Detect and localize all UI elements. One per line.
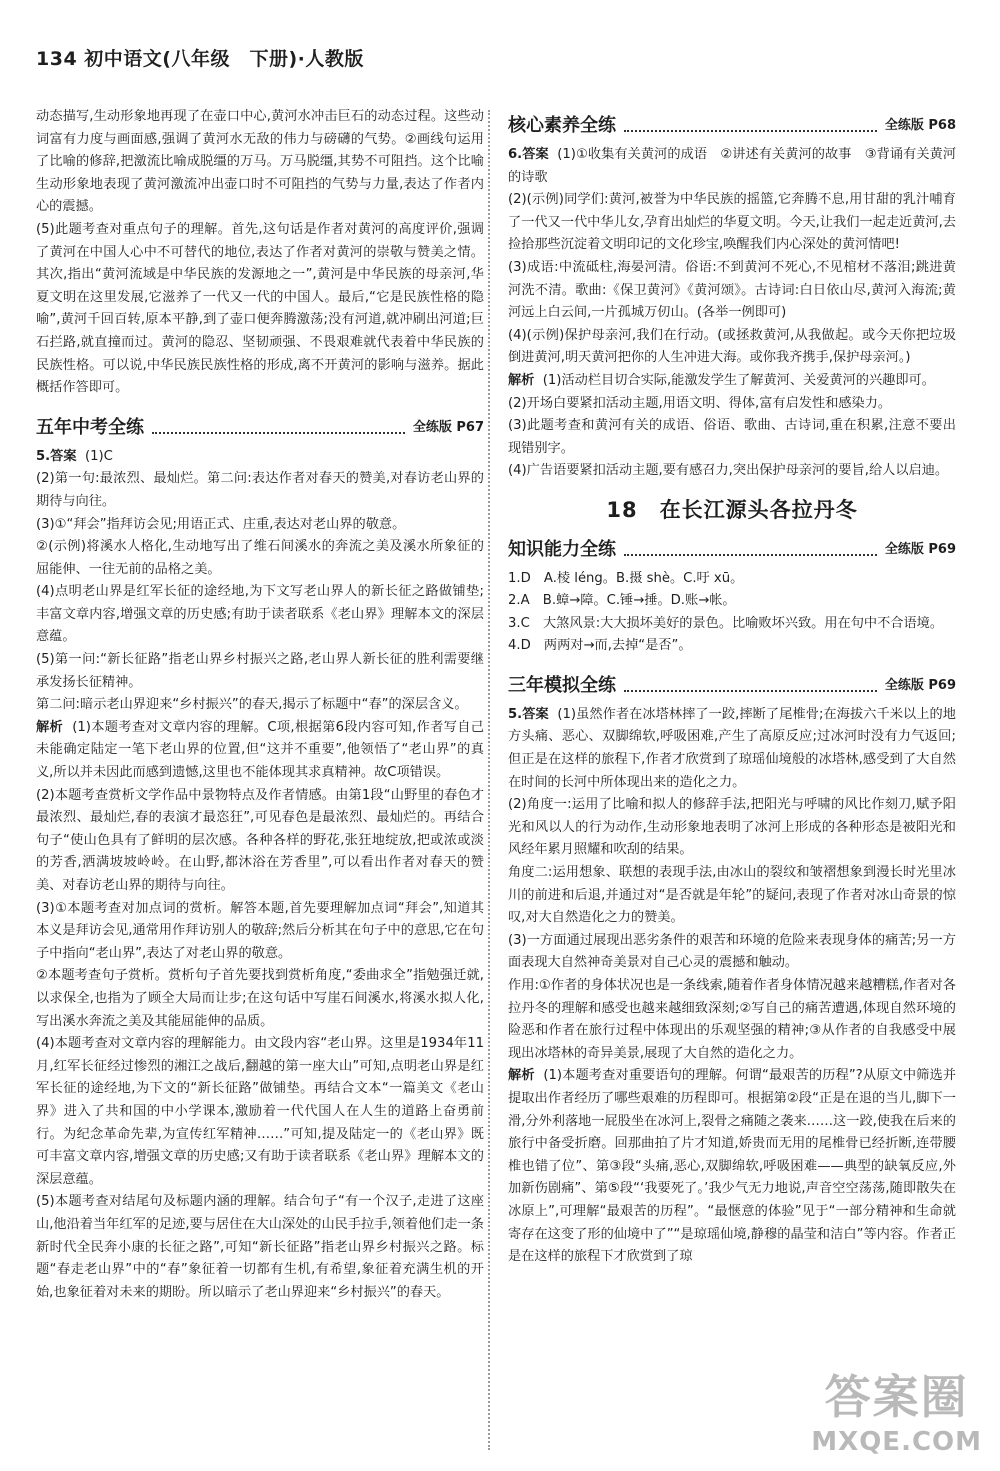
section-heading-five-year: [36, 412, 484, 440]
watermark-logo: 答案圈: [824, 1370, 969, 1424]
section-heading-knowledge: [508, 534, 956, 562]
analysis-item: [36, 717, 484, 785]
answer-item: (2)(示例)同学们:黄河,被誉为中华民族的摇篮,它奔腾不息,用甘甜的乳汁哺育了一代又一代中华儿女,孕育出灿烂的华夏文明。今天,让我们一起走近黄河,去捡拾那些沉淀着文明印记的文化珍宝,唤醒我们内心深处的黄河情吧!: [508, 192, 956, 253]
paragraph: 动态描写,生动形象地再现了在壶口中心,黄河水冲击巨石的动态过程。这些动词富有力度与画面感,强调了黄河水无敌的伟力与磅礴的气势。②画线句运用了比喻的修辞,把激流比喻成脱缰的万马。万马脱缰,其势不可阻挡。这个比喻生动形象地表现了黄河激流冲出壶口时不可阻挡的气势与力量,表达了作者内心的震撼。: [36, 109, 484, 215]
knowledge-item: 2.A B.蟑→障。C.锤→捶。D.账→帐。: [508, 593, 736, 609]
column-divider: [488, 110, 490, 1450]
analysis-item: ②本题考查句子赏析。赏析句子首先要找到赏析角度,“委曲求全”指勉强迁就,以求保全,也指为了顾全大局而让步;在这句话中写崖石间溪水,将溪水拟人化,写出溪水奔流之美及其能屈能伸的品质。: [36, 968, 484, 1029]
answer-item: 作用:①作者的身体状况也是一条线索,随着作者身体情况越来越糟糕,作者对各拉丹冬的理解和感受也越来越细致深刻;②写自己的痛苦遭遇,体现自然环境的险恶和作者在旅行过程中体现出的乐观坚强的精神;③从作者的自我感受中展现出冰塔林的奇异美景,展现了大自然的造化之力。: [508, 978, 956, 1061]
section-title: 五年中考全练: [36, 417, 144, 439]
answer-item: 角度二:运用想象、联想的表现手法,由冰山的裂纹和皱褶想象到漫长时光里冰川的前进和后退,并通过对“是否就是年轮”的疑问,表现了作者对冰山奇景的惊叹,对大自然造化之力的赞美。: [508, 865, 956, 926]
dotted-leader: [624, 130, 877, 132]
left-column: [36, 106, 484, 1436]
analysis-item: (4)本题考查对文章内容的理解能力。由文段内容“老山界。这里是1934年11月,红军长征经过惨烈的湘江之战后,翻越的第一座大山”可知,点明老山界是红军长征的途经地,为下文的“新长征路”做铺垫。再结合文本“一篇美文《老山界》进入了共和国的中小学课本,激励着一代代国人在人生的道路上奋勇前行。为纪念革命先辈,为宣传红军精神……”可知,提及陆定一的《老山界》既可丰富文章内容,增强文章的历史感;又有助于读者联系《老山界》理解本文的深层意蕴。: [36, 1036, 484, 1187]
analysis-item: (3)①本题考查对加点词的赏析。解答本题,首先要理解加点词“拜会”,知道其本义是拜访会见,通常用作拜访别人的敬辞;然后分析其在句子中的意思,它在句子中指向“老山界”,表达了对老山界的敬意。: [36, 900, 484, 961]
answer-item: 第二问:暗示老山界迎来“乡村振兴”的春天,揭示了标题中“春”的深层含义。: [36, 697, 468, 713]
answer-item: (4)点明老山界是红军长征的途经地,为下文写老山界人的新长征之路做铺垫;丰富文章内容,增强文章的历史感;有助于读者联系《老山界》理解本文的深层意蕴。: [36, 584, 484, 645]
analysis-item: [508, 370, 956, 393]
section-title: 核心素养全练: [508, 115, 616, 137]
knowledge-item: 3.C 大煞风景:大大损坏美好的景色。比喻败坏兴致。用在句中不合语境。: [508, 615, 944, 631]
section-heading-core: [508, 110, 956, 138]
section-ref: 全练版 P69: [884, 678, 956, 694]
watermark-url: MXQE.COM: [811, 1427, 982, 1457]
watermark: [811, 1361, 982, 1457]
analysis-label: 解析: [36, 719, 64, 735]
analysis-item: (4)广告语要紧扣活动主题,要有感召力,突出保护母亲河的要旨,给人以启迪。: [508, 463, 949, 479]
analysis-label: 解析: [508, 1068, 535, 1084]
answer-text: (1)C: [84, 448, 113, 464]
analysis-text: (1)本题考查对重要语句的理解。何谓“最艰苦的历程”?从原文中筛选并提取出作者经历了哪些艰难的历程即可。根据第②段“正是在退的当儿,脚下一滑,分外利落地一屁股坐在冰河上,裂骨之痛随之袭来……这一跤,使我在后来的旅行中备受折磨。回那曲拍了片才知道,娇贵而无用的尾椎骨已经折断,连带腰椎也错了位”、第③段“头痛,恶心,双脚绵软,呼吸困难——典型的缺氧反应,外加新伤剧痛”、第⑤段“‘我要死了。’我少气无力地说,声音空空荡荡,随即散失在冰原上”,可理解“最艰苦的历程”。“最惬意的体验”见于“一部分精神和生命就寄存在这变了形的仙境中了”“是琼瑶仙境,静穆的晶莹和洁白”等内容。作者正是在这样的旅程下才欣赏到了琼: [508, 1068, 956, 1265]
answer-item: (5)第一问:“新长征路”指老山界乡村振兴之路,老山界人新长征的胜利需要继承发扬长征精神。: [36, 652, 484, 690]
analysis-item: (2)本题考查赏析文学作品中景物特点及作者情感。由第1段“山野里的春色才最浓烈、最灿烂,春的表演才最恣狂”,可见春色是最浓烈、最灿烂的。再结合句子“使山色具有了鲜明的层次感。各种各样的野花,张狂地绽放,把或浓或淡的芳香,洒满坡坡岭岭。在山野,都沐浴在芳香里”,可以看出作者对春天的赞美、对春访老山界的期待与向往。: [36, 787, 484, 893]
answer-item: (3)一方面通过展现出恶劣条件的艰苦和环境的危险来表现身体的痛苦;另一方面表现大自然神奇美景对自己心灵的震撼和触动。: [508, 932, 956, 971]
section-title: 知识能力全练: [508, 538, 616, 560]
analysis-item: [508, 1065, 956, 1268]
answer-text: (1)①收集有关黄河的成语 ②讲述有关黄河的故事 ③背诵有关黄河的诗歌: [508, 147, 956, 185]
right-column: [508, 106, 956, 1446]
answer-text: (1)虽然作者在冰塔林摔了一跤,摔断了尾椎骨;在海拔六千米以上的地方头痛、恶心、双脚绵软,呼吸困难,产生了高原反应;过冰河时没有力气返回;但正是在这样的旅程下,作者才欣赏到了琼瑶仙境般的冰塔林,感受到了大自然在时间的长河中所体现出来的造化之力。: [508, 706, 956, 790]
answer-item: (4)(示例)保护母亲河,我们在行动。(或拯救黄河,从我做起。或今天你把垃圾倒进黄河,明天黄河把你的人生冲进大海。或你我齐携手,保护母亲河。): [508, 327, 956, 366]
answer-label: 6.答案: [508, 147, 549, 162]
answer-item: (2)第一句:最浓烈、最灿烂。第二问:表达作者对春天的赞美,对春访老山界的期待与向往。: [36, 471, 484, 509]
section-ref: 全练版 P67: [412, 420, 484, 436]
answer-item: [36, 446, 484, 469]
answer-item: (3)成语:中流砥柱,海晏河清。俗语:不到黄河不死心,不见棺材不落泪;跳进黄河洗不清。歌曲:《保卫黄河》《黄河颂》。古诗词:白日依山尽,黄河入海流;黄河远上白云间,一片孤城万仞山。(各举一例即可): [508, 259, 956, 321]
paragraph: (5)此题考查对重点句子的理解。首先,这句话是作者对黄河的高度评价,强调了黄河在中国人心中不可替代的地位,表达了作者对黄河的崇敬与赞美之情。其次,指出“黄河流域是中华民族的发源地之一”,黄河是中华民族的母亲河,华夏文明在这里发展,它滋养了一代又一代的中国人。最后,“它是民族性格的隐喻”,黄河千回百转,原本平静,到了壶口便奔腾激荡;没有河道,就冲刷出河道;巨石拦路,就直撞而过。黄河的隐忍、坚韧顽强、不畏艰难就代表着中华民族的民族性格。可以说,中华民族民族性格的形成,离不开黄河的影响与滋养。据此概括作答即可。: [36, 221, 484, 396]
answer-item: ②(示例)将溪水人格化,生动地写出了维石间溪水的奔流之美及溪水所象征的屈能伸、一往无前的品格之美。: [36, 539, 484, 577]
answer-item: (3)①“拜会”指拜访会见;用语正式、庄重,表达对老山界的敬意。: [36, 516, 406, 532]
analysis-label: 解析: [508, 372, 535, 388]
dotted-leader: [624, 690, 877, 692]
analysis-item: (3)此题考查和黄河有关的成语、俗语、歌曲、古诗词,重在积累,注意不要出现错别字。: [508, 418, 956, 456]
dotted-leader: [152, 432, 405, 434]
dotted-leader: [624, 554, 877, 556]
section-ref: 全练版 P69: [884, 541, 956, 557]
answer-item: [508, 144, 956, 189]
section-title: 三年模拟全练: [508, 675, 616, 697]
analysis-item: (5)本题考查对结尾句及标题内涵的理解。结合句子“有一个汉子,走进了这座山,他沿着当年红军的足迹,要与居住在大山深处的山民手拉手,领着他们走一条新时代全民奔小康的长征之路”,可知“新长征路”指老山界乡村振兴之路。标题“春走老山界”中的“春”象征着一切都有生机,有希望,象征着充满生机的开始,也象征着对未来的期盼。所以暗示了老山界迎来“乡村振兴”的春天。: [36, 1194, 484, 1300]
lesson-title: 18 在长江源头各拉丹冬: [606, 497, 858, 522]
knowledge-item: 4.D 两两对→而,去掉“是否”。: [508, 638, 692, 654]
analysis-text: (1)活动栏目切合实际,能激发学生了解黄河、关爱黄河的兴趣即可。: [542, 372, 935, 388]
knowledge-item: 1.D A.棱 léng。B.摄 shè。C.吁 xū。: [508, 570, 744, 586]
answer-item: (2)角度一:运用了比喻和拟人的修辞手法,把阳光与呼啸的风比作刻刀,赋予阳光和风以人的行为动作,生动形象地表明了冰河上形成的各种形态是被阳光和风经年累月照耀和吹刮的结果。: [508, 797, 956, 858]
answer-label: 5.答案: [36, 448, 77, 464]
analysis-text: (1)本题考查对文章内容的理解。C项,根据第6段内容可知,作者写自己未能确定陆定一笔下老山界的位置,但“这并不重要”,他领悟了“老山界”的真义,所以并未因此而感到遗憾,这里也不能体现其求真精神。故C项错误。: [36, 719, 484, 781]
analysis-item: (2)开场白要紧扣活动主题,用语文明、得体,富有启发性和感染力。: [508, 395, 892, 411]
section-heading-simulation: [508, 670, 956, 698]
section-ref: 全练版 P68: [884, 118, 956, 134]
page-header: 134 初中语文(八年级 下册)·人教版: [36, 48, 364, 70]
answer-label: 5.答案: [508, 706, 549, 722]
answer-item: [508, 704, 956, 794]
